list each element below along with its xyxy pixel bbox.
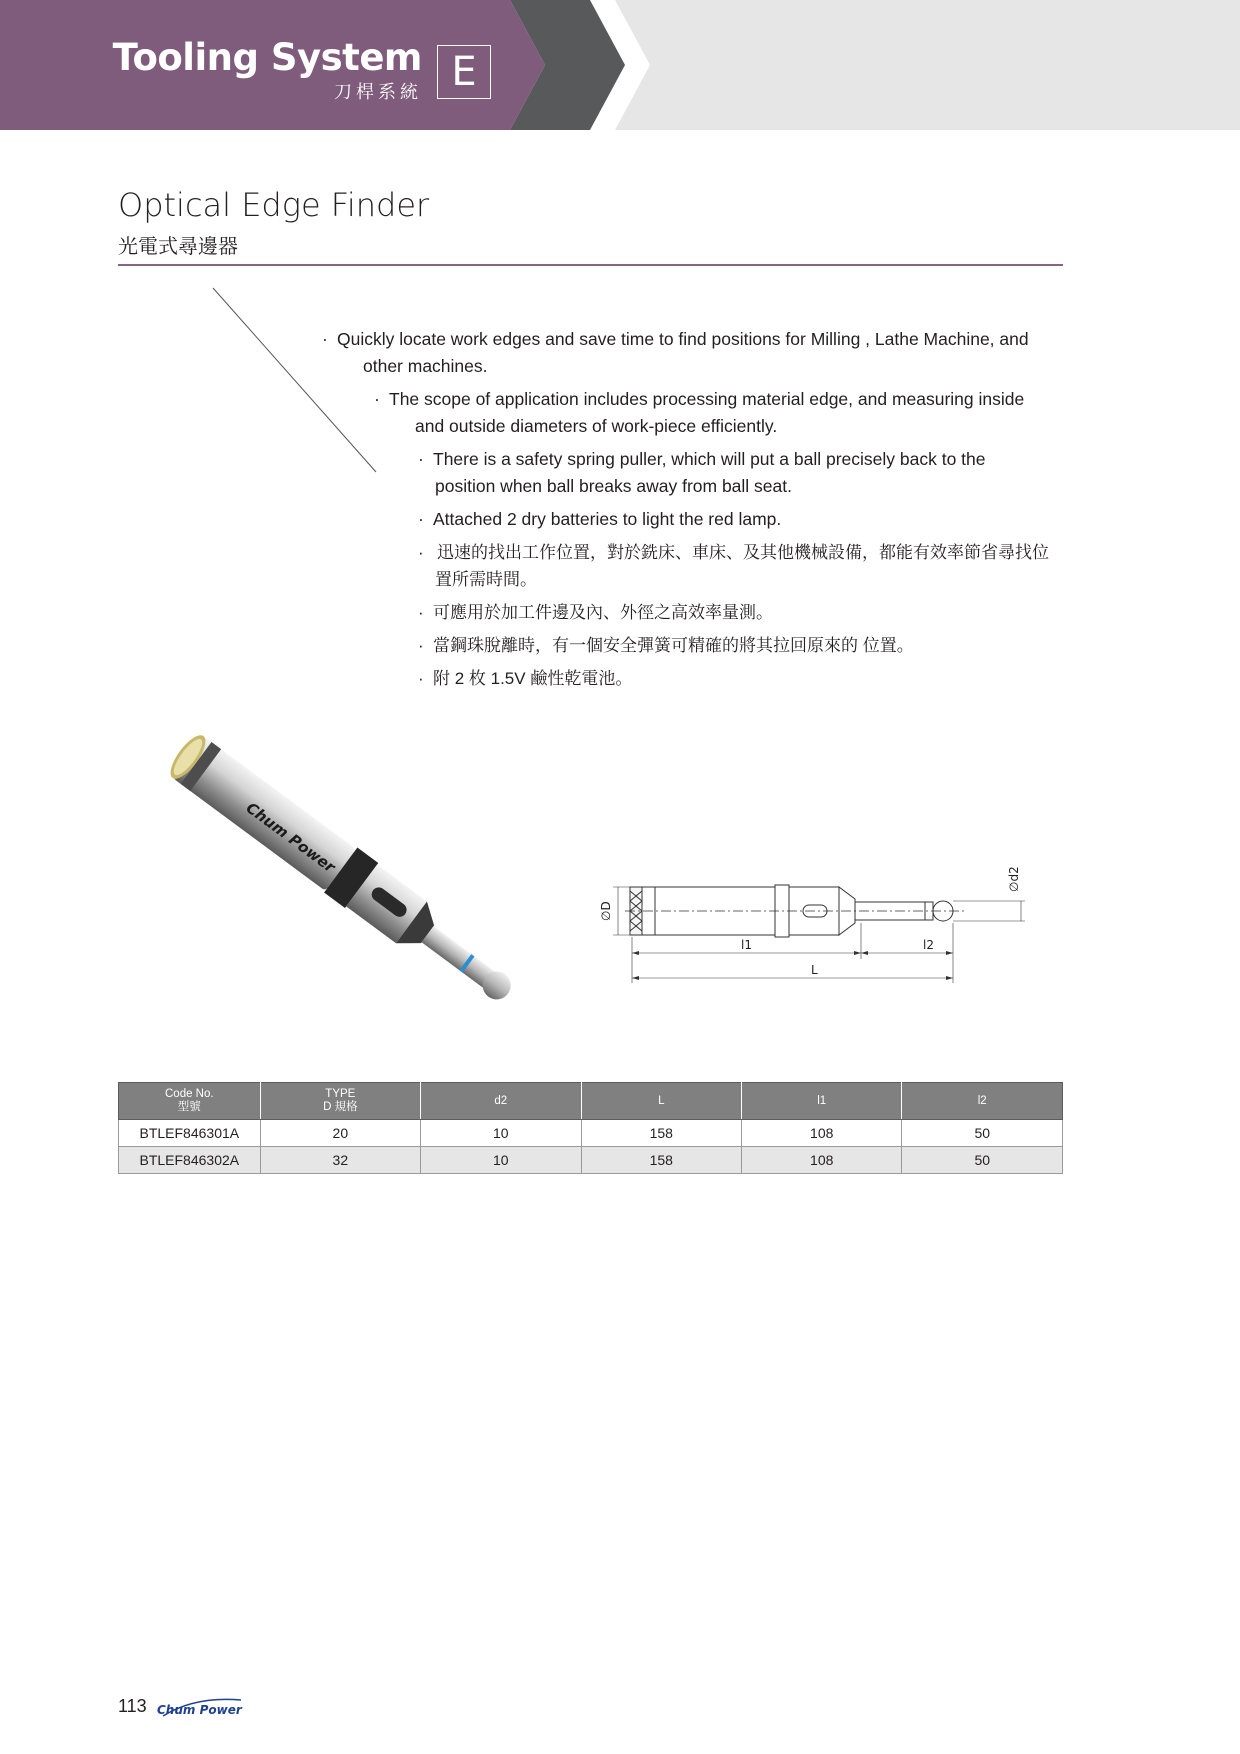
- header-code-no: Code No. 型號: [119, 1083, 261, 1120]
- edge-finder-photo: [160, 715, 540, 1005]
- cell-d2: 10: [421, 1120, 581, 1147]
- header-type: TYPE D 規格: [260, 1083, 420, 1120]
- header-subtitle: 刀桿系統: [334, 82, 422, 102]
- cell-d2: 10: [421, 1147, 581, 1174]
- label-l2: l2: [923, 938, 934, 952]
- cell-code: BTLEF846301A: [119, 1120, 261, 1147]
- page-number: 113: [118, 1696, 147, 1716]
- footer-logo-text: Chum Power: [157, 1703, 242, 1717]
- section-title: Optical Edge Finder: [118, 186, 430, 224]
- bullet-item: · 迅速的找出工作位置，對於銑床、車床、及其他機械設備，都能有效率節省尋找位 置所需時間。: [418, 543, 1049, 589]
- cell-l1: 108: [742, 1147, 902, 1174]
- cell-l2: 50: [902, 1147, 1063, 1174]
- table-row: [119, 1147, 1063, 1174]
- cell-code: BTLEF846302A: [119, 1147, 261, 1174]
- table-row: [119, 1120, 1063, 1147]
- cell-l: 158: [581, 1147, 741, 1174]
- decorative-diagonal-line: [0, 0, 400, 480]
- bullet-item: · 可應用於加工件邊及內、外徑之高效率量測。: [418, 603, 773, 622]
- bullet-item: · 附 2 枚 1.5V 鹼性乾電池。: [418, 669, 633, 688]
- label-l1: l1: [741, 938, 752, 952]
- photo-brand-text: Chum Power: [242, 798, 339, 877]
- dimension-drawing: [585, 845, 1035, 995]
- header-l: L: [581, 1083, 741, 1120]
- chum-power-logo: [155, 1694, 245, 1722]
- header-d2: d2: [421, 1083, 581, 1120]
- bullet-item: · Quickly locate work edges and save time to find positions for Milling , Lathe Machine, and other machines.: [322, 329, 1029, 376]
- label-d2: ∅d2: [1007, 866, 1021, 892]
- bullet-item: · The scope of application includes processing material edge, and measuring inside and outside diameters of work-piece efficiently.: [374, 389, 1025, 436]
- section-letter-badge: E: [437, 45, 491, 99]
- header-l2: l2: [902, 1083, 1063, 1120]
- spec-table: [118, 1082, 1063, 1174]
- cell-l: 158: [581, 1120, 741, 1147]
- label-l-total: L: [811, 963, 818, 977]
- cell-l2: 50: [902, 1120, 1063, 1147]
- cell-type: 20: [260, 1120, 420, 1147]
- section-subtitle: 光電式尋邊器: [118, 236, 238, 258]
- bullet-item: · Attached 2 dry batteries to light the red lamp.: [418, 509, 782, 529]
- table-header-row: [119, 1083, 1063, 1120]
- cell-l1: 108: [742, 1120, 902, 1147]
- header-l1: l1: [742, 1083, 902, 1120]
- cell-type: 32: [260, 1147, 420, 1174]
- label-d: ∅D: [599, 901, 613, 921]
- header-title: Tooling System: [112, 36, 422, 79]
- bullet-item: · There is a safety spring puller, which will put a ball precisely back to the position when ball breaks away from ball seat.: [418, 449, 986, 496]
- bullet-item: · 當鋼珠脫離時，有一個安全彈簧可精確的將其拉回原來的 位置。: [418, 636, 914, 655]
